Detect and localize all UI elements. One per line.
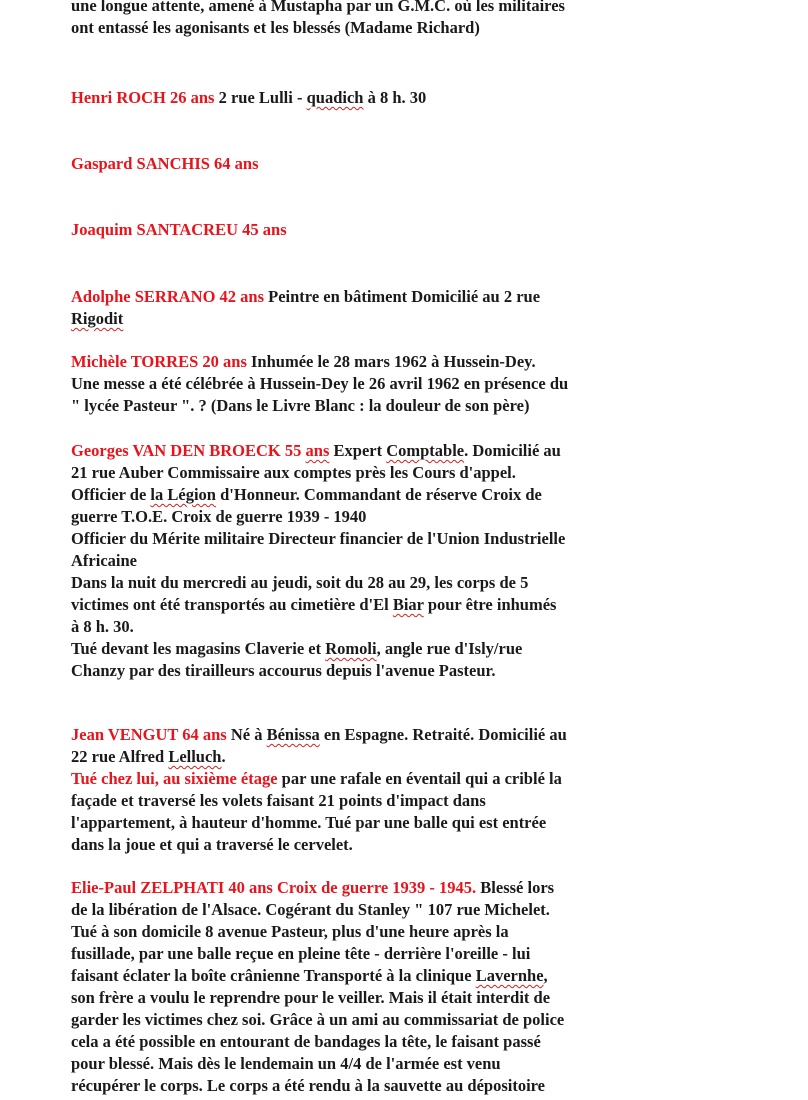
entry-gaspard-sanchis — [71, 153, 791, 175]
victim-name: Michèle TORRES 20 ans — [71, 352, 247, 371]
spellcheck-word: Comptable — [386, 441, 465, 460]
text-line: récupérer le corps. Le corps a été rendu à la sauvette au dépositoire — [71, 1076, 545, 1095]
spellcheck-word: Bénissa — [266, 725, 320, 744]
victim-name: Gaspard SANCHIS 64 ans — [71, 154, 259, 173]
entry-elie-paul-zelphati — [71, 877, 791, 1097]
entry-text: à 8 h. 30 — [363, 88, 427, 107]
text-line: Officier du Mérite militaire Directeur financier de l'Union Industrielle — [71, 529, 566, 548]
entry-michele-torres — [71, 351, 791, 417]
text-line: l'appartement, à hauteur d'homme. Tué par une balle qui est entrée — [71, 813, 547, 832]
text-line — [71, 87, 791, 109]
intro-paragraph — [71, 0, 791, 39]
spellcheck-word: Rigodit — [71, 309, 124, 328]
text-line: façade et traversé les volets faisant 21 points d'impact dans — [71, 791, 486, 810]
entry-georges-van-den-broeck — [71, 440, 791, 682]
entry-adolphe-serrano — [71, 286, 791, 330]
text-line — [71, 286, 791, 308]
text-line: Georges VAN DEN BROECK 55 ans Expert Comptable. Domicilié au — [71, 441, 561, 460]
text-line: garder les victimes chez soi. Grâce à un ami au commissariat de police — [71, 1010, 565, 1029]
text-line: cela a été possible en entourant de bandages la tête, le faisant passé — [71, 1032, 541, 1051]
text-line: Tué chez lui, au sixième étage par une rafale en éventail qui a criblé la — [71, 769, 562, 788]
victim-name: Joaquim SANTACREU 45 ans — [71, 220, 287, 239]
text-line: son frère a voulu le reprendre pour le veiller. Mais il était interdit de — [71, 988, 551, 1007]
text-line: 21 rue Auber Commissaire aux comptes près les Cours d'appel. — [71, 463, 516, 482]
entry-text: Inhumée le 28 mars 1962 à Hussein-Dey. — [246, 352, 536, 371]
victim-name: Henri ROCH 26 ans — [71, 88, 215, 107]
text-line: Tué à son domicile 8 avenue Pasteur, plus d'une heure après la — [71, 922, 509, 941]
spellcheck-word: Lelluch — [168, 747, 222, 766]
victim-name: Jean VENGUT 64 ans — [71, 725, 227, 744]
text-line — [71, 351, 791, 373]
text-line: victimes ont été transportés au cimetière d'El Biar pour être inhumés — [71, 595, 557, 614]
text-line: à 8 h. 30. — [71, 617, 134, 636]
spellcheck-word: quadich — [306, 88, 364, 107]
text-line: ont entassé les agonisants et les blessés (Madame Richard) — [71, 18, 480, 37]
text-line: Elie-Paul ZELPHATI 40 ans Croix de guerre 1939 - 1945. Blessé lors — [71, 878, 555, 897]
spellcheck-word: la Légion — [150, 485, 216, 504]
text-line: Une messe a été célébrée à Hussein-Dey le 26 avril 1962 en présence du — [71, 374, 569, 393]
victim-name: Elie-Paul ZELPHATI 40 ans Croix de guerre 1939 - 1945. — [71, 878, 477, 897]
text-line: Officier de la Légion d'Honneur. Commandant de réserve Croix de — [71, 485, 542, 504]
text-line: Chanzy par des tirailleurs accourus depuis l'avenue Pasteur. — [71, 661, 496, 680]
spellcheck-word: Romoli — [325, 639, 377, 658]
entry-henri-roch — [71, 87, 791, 109]
spellcheck-word: ans — [305, 441, 330, 460]
text-line: Africaine — [71, 551, 137, 570]
victim-name: Adolphe SERRANO 42 ans — [71, 287, 265, 306]
text-line: Tué devant les magasins Claverie et Romoli, angle rue d'Isly/rue — [71, 639, 523, 658]
entry-text: 2 rue Lulli - — [214, 88, 307, 107]
text-line — [71, 308, 791, 330]
text-line: de la libération de l'Alsace. Cogérant du Stanley " 107 rue Michelet. — [71, 900, 550, 919]
text-line: guerre T.O.E. Croix de guerre 1939 - 1940 — [71, 507, 367, 526]
entry-joaquim-santacreu — [71, 219, 791, 241]
victim-name: Georges VAN DEN BROECK 55 ans — [71, 441, 330, 460]
text-line: Dans la nuit du mercredi au jeudi, soit du 28 au 29, les corps de 5 — [71, 573, 529, 592]
entry-jean-vengut — [71, 724, 791, 856]
text-line: " lycée Pasteur ". ? (Dans le Livre Blanc : la douleur de son père) — [71, 396, 530, 415]
text-line: faisant éclater la boîte crânienne Transporté à la clinique Lavernhe, — [71, 966, 548, 985]
entry-text: Peintre en bâtiment Domicilié au 2 rue — [264, 287, 541, 306]
text-line: Jean VENGUT 64 ans Né à Bénissa en Espagne. Retraité. Domicilié au — [71, 725, 567, 744]
highlighted-text: Tué chez lui, au sixième étage — [71, 769, 278, 788]
text-line: dans la joue et qui a traversé le cervelet. — [71, 835, 353, 854]
text-line: fusillade, par une balle reçue en pleine tête - derrière l'oreille - lui — [71, 944, 531, 963]
text-line: une longue attente, amené à Mustapha par un G.M.C. où les militaires — [71, 0, 565, 15]
spellcheck-word: Biar — [392, 595, 424, 614]
spellcheck-word: Lavernhe — [475, 966, 544, 985]
text-line: pour blessé. Mais dès le lendemain un 4/4 de l'armée est venu — [71, 1054, 501, 1073]
text-line: 22 rue Alfred Lelluch. — [71, 747, 226, 766]
